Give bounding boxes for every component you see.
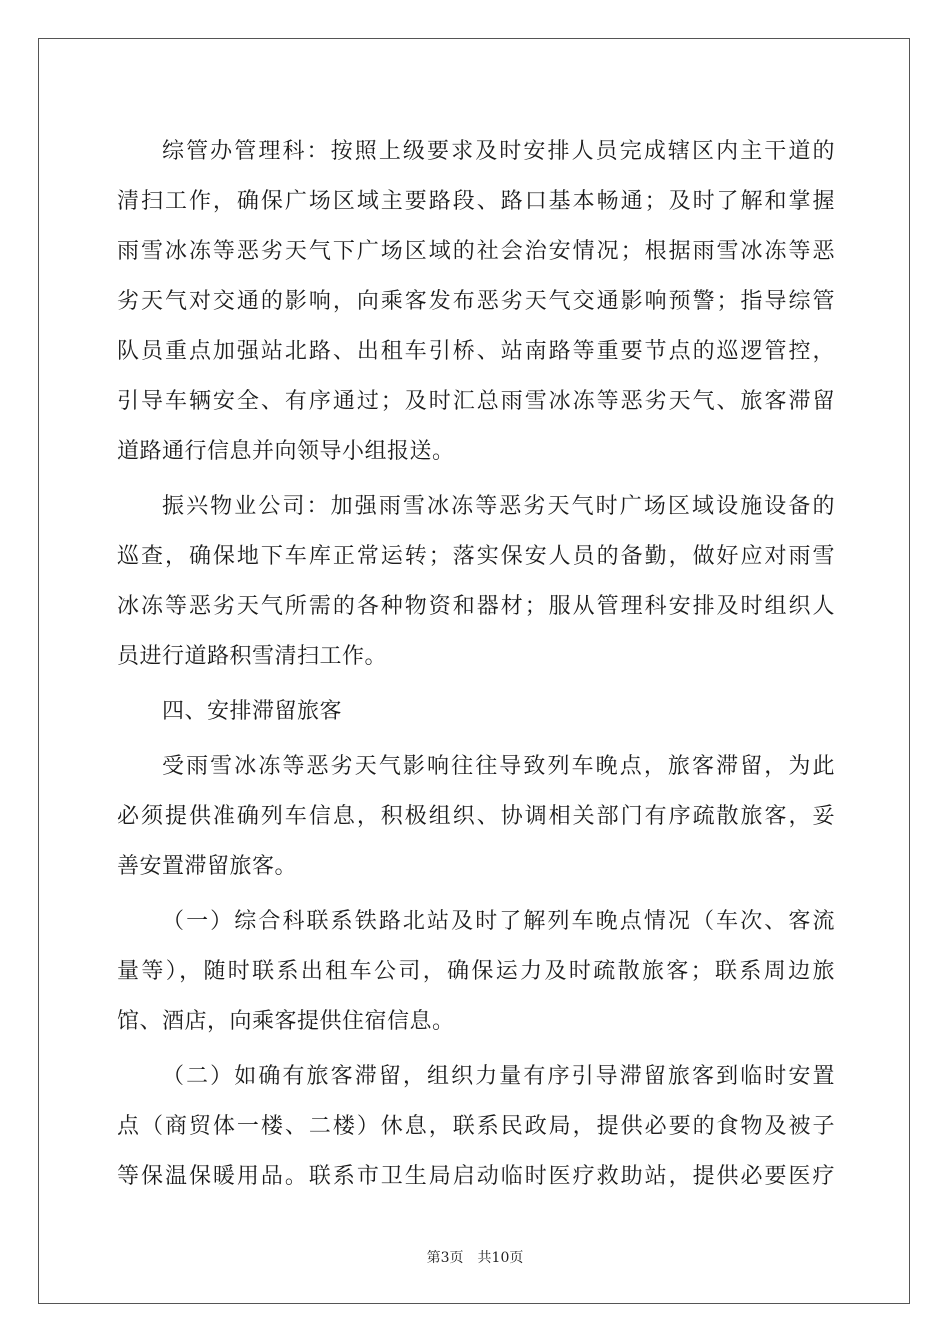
paragraph-item-two xyxy=(117,1052,835,1202)
text-line: 道路通行信息并向领导小组报送。 xyxy=(117,439,455,464)
text-line: （二）如确有旅客滞留，组织力量有序引导滞留旅客到临时安置 xyxy=(162,1064,835,1089)
document-body xyxy=(117,127,835,1202)
page-number: 第3页 xyxy=(426,1250,464,1266)
section-heading: 四、安排滞留旅客 xyxy=(162,699,343,724)
text-line: 等保温保暖用品。联系市卫生局启动临时医疗救助站，提供必要医疗 xyxy=(117,1164,835,1189)
paragraph-property-company xyxy=(117,482,835,682)
text-line: 引导车辆安全、有序通过；及时汇总雨雪冰冻等恶劣天气、旅客滞留 xyxy=(117,389,835,414)
text-line: 点（商贸体一楼、二楼）休息，联系民政局，提供必要的食物及被子 xyxy=(117,1114,835,1139)
text-line: （一）综合科联系铁路北站及时了解列车晚点情况（车次、客流 xyxy=(162,909,835,934)
paragraph-item-one xyxy=(117,897,835,1047)
text-line: 振兴物业公司：加强雨雪冰冻等恶劣天气时广场区域设施设备的 xyxy=(162,494,835,519)
text-line: 清扫工作，确保广场区域主要路段、路口基本畅通；及时了解和掌握 xyxy=(117,189,835,214)
text-line: 馆、酒店，向乘客提供住宿信息。 xyxy=(117,1009,455,1034)
text-line: 受雨雪冰冻等恶劣天气影响往往导致列车晚点，旅客滞留，为此 xyxy=(162,754,835,779)
text-line: 雨雪冰冻等恶劣天气下广场区域的社会治安情况；根据雨雪冰冻等恶 xyxy=(117,239,835,264)
page-footer xyxy=(0,1247,950,1267)
paragraph-management-section xyxy=(117,127,835,477)
text-line: 劣天气对交通的影响，向乘客发布恶劣天气交通影响预警；指导综管 xyxy=(117,289,835,314)
text-line: 量等），随时联系出租车公司，确保运力及时疏散旅客；联系周边旅 xyxy=(117,959,835,984)
text-line: 综管办管理科：按照上级要求及时安排人员完成辖区内主干道的 xyxy=(162,139,835,164)
text-line: 善安置滞留旅客。 xyxy=(117,854,298,879)
text-line: 必须提供准确列车信息，积极组织、协调相关部门有序疏散旅客，妥 xyxy=(117,804,835,829)
page-total: 共10页 xyxy=(477,1250,524,1266)
text-line: 巡查，确保地下车库正常运转；落实保安人员的备勤，做好应对雨雪 xyxy=(117,544,835,569)
text-line: 员进行道路积雪清扫工作。 xyxy=(117,644,388,669)
text-line: 冰冻等恶劣天气所需的各种物资和器材；服从管理科安排及时组织人 xyxy=(117,594,835,619)
text-line: 队员重点加强站北路、出租车引桥、站南路等重要节点的巡逻管控， xyxy=(117,339,835,364)
paragraph-stranded-passengers xyxy=(117,742,835,892)
